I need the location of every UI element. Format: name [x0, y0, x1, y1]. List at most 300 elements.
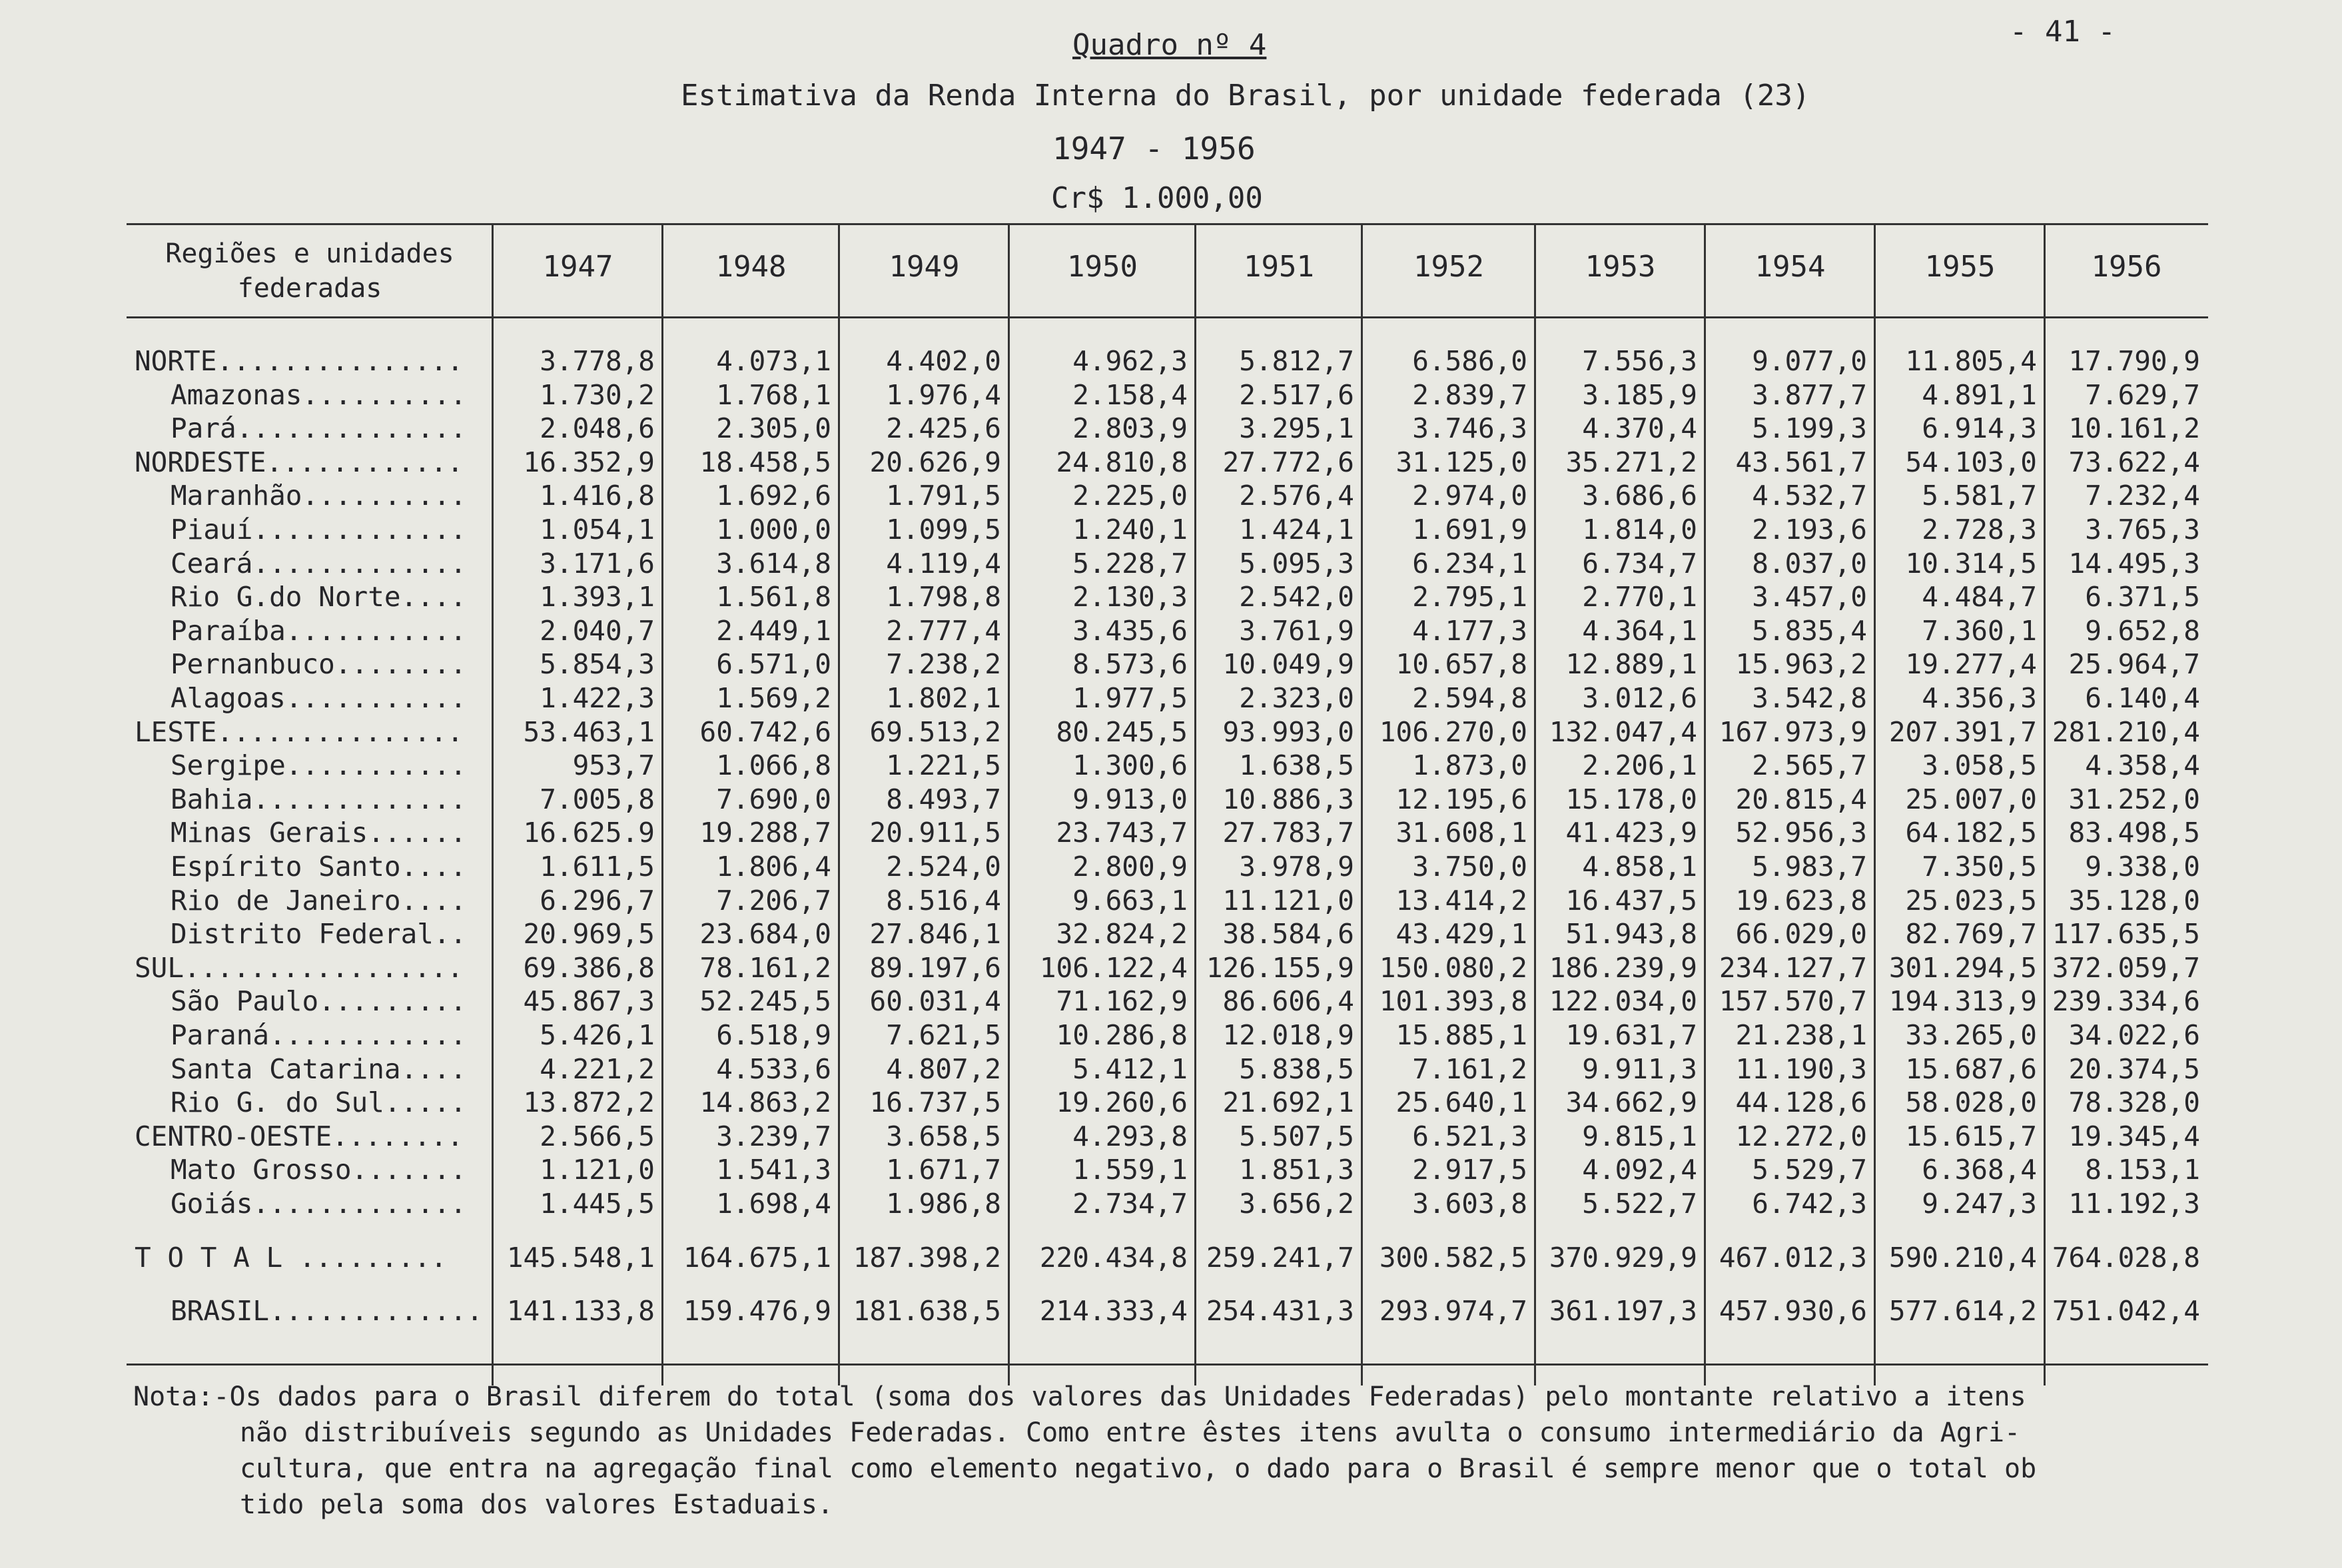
- cell-value: 7.556,3: [1582, 345, 1697, 377]
- cell-value: 6.518,9: [716, 1019, 831, 1051]
- cell-value: 2.225,0: [1072, 480, 1188, 512]
- table-row: [127, 716, 2208, 749]
- cell-value: 6.234,1: [1412, 547, 1527, 580]
- year-header-1953: 1953: [1585, 250, 1656, 284]
- cell-value: 5.812,7: [1239, 345, 1354, 377]
- cell-value: 15.885,1: [1395, 1019, 1527, 1051]
- cell-value: 164.675,1: [683, 1241, 831, 1274]
- cell-value: 4.119,4: [886, 547, 1001, 580]
- cell-value: 38.584,6: [1222, 918, 1354, 951]
- table-row: [127, 548, 2208, 581]
- table-row: [127, 885, 2208, 918]
- year-header-1954: 1954: [1755, 250, 1826, 284]
- cell-value: 15.963,2: [1735, 648, 1867, 681]
- cell-value: 9.911,3: [1582, 1052, 1697, 1085]
- cell-value: 52.245,5: [699, 985, 831, 1018]
- table-row: [127, 985, 2208, 1018]
- cell-value: 1.416,8: [540, 480, 655, 512]
- cell-value: 5.522,7: [1582, 1188, 1697, 1220]
- cell-value: 4.807,2: [886, 1052, 1001, 1085]
- cell-value: 25.007,0: [1905, 783, 2037, 815]
- cell-value: 2.800,9: [1072, 851, 1188, 883]
- cell-value: 2.594,8: [1412, 682, 1527, 714]
- cell-value: 1.692,6: [716, 480, 831, 512]
- cell-value: 69.513,2: [869, 715, 1001, 748]
- cell-value: 117.635,5: [2052, 918, 2200, 951]
- cell-value: 2.524,0: [886, 851, 1001, 883]
- cell-value: 83.498,5: [2068, 817, 2200, 849]
- cell-value: 10.314,5: [1905, 547, 2037, 580]
- cell-value: 3.765,3: [2085, 514, 2200, 546]
- cell-value: 1.977,5: [1072, 682, 1188, 714]
- cell-value: 32.824,2: [1056, 918, 1188, 951]
- cell-value: 1.541,3: [716, 1154, 831, 1186]
- cell-value: 19.623,8: [1735, 884, 1867, 917]
- cell-value: 21.238,1: [1735, 1019, 1867, 1051]
- cell-value: 45.867,3: [523, 985, 655, 1018]
- cell-value: 4.402,0: [886, 345, 1001, 377]
- cell-value: 1.976,4: [886, 378, 1001, 411]
- cell-value: 16.737,5: [869, 1086, 1001, 1119]
- cell-value: 4.364,1: [1582, 614, 1697, 647]
- cell-value: 20.911,5: [869, 817, 1001, 849]
- cell-value: 14.495,3: [2068, 547, 2200, 580]
- cell-value: 6.368,4: [1922, 1154, 2037, 1186]
- cell-value: 15.178,0: [1565, 783, 1697, 815]
- cell-value: 3.058,5: [1922, 749, 2037, 782]
- cell-value: 1.445,5: [540, 1188, 655, 1220]
- cell-value: 2.040,7: [540, 614, 655, 647]
- cell-value: 2.130,3: [1072, 581, 1188, 613]
- table-row: [127, 615, 2208, 648]
- cell-value: 19.260,6: [1056, 1086, 1188, 1119]
- cell-value: 9.663,1: [1072, 884, 1188, 917]
- cell-value: 12.272,0: [1735, 1120, 1867, 1152]
- cell-value: 4.858,1: [1582, 851, 1697, 883]
- cell-value: 10.161,2: [2068, 412, 2200, 445]
- cell-value: 159.476,9: [683, 1295, 831, 1328]
- cell-value: 43.429,1: [1395, 918, 1527, 951]
- cell-value: 2.158,4: [1072, 378, 1188, 411]
- cell-value: 10.657,8: [1395, 648, 1527, 681]
- row-label: Minas Gerais......: [171, 817, 467, 849]
- cell-value: 60.742,6: [699, 715, 831, 748]
- cell-value: 5.199,3: [1752, 412, 1867, 445]
- cell-value: 33.265,0: [1905, 1019, 2037, 1051]
- cell-value: 1.300,6: [1072, 749, 1188, 782]
- table-row: [127, 783, 2208, 817]
- cell-value: 2.974,0: [1412, 480, 1527, 512]
- row-label: Goiás.............: [171, 1188, 467, 1220]
- cell-value: 3.542,8: [1752, 682, 1867, 714]
- cell-value: 5.838,5: [1239, 1052, 1354, 1085]
- cell-value: 18.458,5: [699, 446, 831, 478]
- cell-value: 27.772,6: [1222, 446, 1354, 478]
- cell-value: 60.031,4: [869, 985, 1001, 1018]
- row-label: Rio G.do Norte....: [171, 581, 467, 613]
- row-label: Espírito Santo....: [171, 851, 467, 883]
- cell-value: 15.687,6: [1905, 1052, 2037, 1085]
- cell-value: 2.305,0: [716, 412, 831, 445]
- cell-value: 20.969,5: [523, 918, 655, 951]
- income-table: [127, 223, 2208, 1385]
- cell-value: 1.561,8: [716, 581, 831, 613]
- table-row: [127, 581, 2208, 614]
- cell-value: 4.073,1: [716, 345, 831, 377]
- cell-value: 2.565,7: [1752, 749, 1867, 782]
- cell-value: 44.128,6: [1735, 1086, 1867, 1119]
- cell-value: 3.435,6: [1072, 614, 1188, 647]
- cell-value: 71.162,9: [1056, 985, 1188, 1018]
- cell-value: 3.185,9: [1582, 378, 1697, 411]
- cell-value: 21.692,1: [1222, 1086, 1354, 1119]
- cell-value: 186.239,9: [1549, 951, 1697, 984]
- cell-value: 214.333,4: [1039, 1295, 1188, 1328]
- row-label: NORTE...............: [135, 345, 464, 377]
- row-label: T O T A L .........: [135, 1241, 447, 1274]
- cell-value: 7.238,2: [886, 648, 1001, 681]
- cell-value: 2.734,7: [1072, 1188, 1188, 1220]
- row-label: Bahia.............: [171, 783, 467, 815]
- cell-value: 51.943,8: [1565, 918, 1697, 951]
- cell-value: 2.728,3: [1922, 514, 2037, 546]
- table-row: [127, 918, 2208, 951]
- cell-value: 6.296,7: [540, 884, 655, 917]
- cell-value: 23.684,0: [699, 918, 831, 951]
- table-row: [127, 379, 2208, 412]
- cell-value: 4.356,3: [1922, 682, 2037, 714]
- cell-value: 5.095,3: [1239, 547, 1354, 580]
- cell-value: 1.054,1: [540, 514, 655, 546]
- row-label: Rio de Janeiro....: [171, 884, 467, 917]
- cell-value: 4.533,6: [716, 1052, 831, 1085]
- row-label: Mato Grosso.......: [171, 1154, 467, 1186]
- cell-value: 3.750,0: [1412, 851, 1527, 883]
- cell-value: 11.192,3: [2068, 1188, 2200, 1220]
- table-number: Quadro nº 4: [1072, 28, 1267, 62]
- cell-value: 126.155,9: [1206, 951, 1354, 984]
- cell-value: 194.313,9: [1888, 985, 2037, 1018]
- row-label: Piauí.............: [171, 514, 467, 546]
- cell-value: 41.423,9: [1565, 817, 1697, 849]
- cell-value: 1.814,0: [1582, 514, 1697, 546]
- row-label: BRASIL.............: [171, 1295, 483, 1328]
- cell-value: 150.080,2: [1379, 951, 1527, 984]
- cell-value: 20.626,9: [869, 446, 1001, 478]
- row-label: Pará..............: [171, 412, 467, 445]
- cell-value: 1.873,0: [1412, 749, 1527, 782]
- cell-value: 1.698,4: [716, 1188, 831, 1220]
- cell-value: 301.294,5: [1888, 951, 2037, 984]
- cell-value: 3.656,2: [1239, 1188, 1354, 1220]
- row-label: Santa Catarina....: [171, 1052, 467, 1085]
- cell-value: 2.425,6: [886, 412, 1001, 445]
- cell-value: 361.197,3: [1549, 1295, 1697, 1328]
- regions-column-header: [127, 236, 493, 306]
- cell-value: 3.686,6: [1582, 480, 1697, 512]
- cell-value: 86.606,4: [1222, 985, 1354, 1018]
- cell-value: 1.424,1: [1239, 514, 1354, 546]
- cell-value: 25.640,1: [1395, 1086, 1527, 1119]
- cell-value: 11.121,0: [1222, 884, 1354, 917]
- row-label: Alagoas...........: [171, 682, 467, 714]
- cell-value: 7.629,7: [2085, 378, 2200, 411]
- cell-value: 1.986,8: [886, 1188, 1001, 1220]
- row-label: SUL.................: [135, 951, 464, 984]
- cell-value: 1.559,1: [1072, 1154, 1188, 1186]
- cell-value: 590.210,4: [1888, 1241, 2037, 1274]
- cell-value: 1.802,1: [886, 682, 1001, 714]
- cell-value: 145.548,1: [506, 1241, 655, 1274]
- cell-value: 52.956,3: [1735, 817, 1867, 849]
- table-unit: Cr$ 1.000,00: [1051, 181, 1263, 215]
- year-header-1956: 1956: [2091, 250, 2162, 284]
- cell-value: 141.133,8: [506, 1295, 655, 1328]
- cell-value: 106.122,4: [1039, 951, 1188, 984]
- year-header-1947: 1947: [542, 250, 613, 284]
- cell-value: 5.507,5: [1239, 1120, 1354, 1152]
- year-header-1949: 1949: [889, 250, 960, 284]
- cell-value: 220.434,8: [1039, 1241, 1188, 1274]
- regions-header-line1: Regiões e unidades: [165, 238, 454, 269]
- table-top-rule: [127, 223, 2208, 225]
- cell-value: 10.049,9: [1222, 648, 1354, 681]
- cell-value: 19.345,4: [2068, 1120, 2200, 1152]
- cell-value: 2.839,7: [1412, 378, 1527, 411]
- cell-value: 4.962,3: [1072, 345, 1188, 377]
- cell-value: 157.570,7: [1719, 985, 1867, 1018]
- cell-value: 13.414,2: [1395, 884, 1527, 917]
- footnote-line: não distribuíveis segundo as Unidades Federadas. Como entre êstes itens avulta o consumo intermediário da Agri-: [240, 1417, 2021, 1448]
- cell-value: 2.542,0: [1239, 581, 1354, 613]
- table-row: [127, 749, 2208, 783]
- cell-value: 35.271,2: [1565, 446, 1697, 478]
- cell-value: 25.964,7: [2068, 648, 2200, 681]
- row-label: Rio G. do Sul.....: [171, 1086, 467, 1119]
- cell-value: 4.484,7: [1922, 581, 2037, 613]
- cell-value: 2.803,9: [1072, 412, 1188, 445]
- cell-value: 1.638,5: [1239, 749, 1354, 782]
- cell-value: 31.252,0: [2068, 783, 2200, 815]
- cell-value: 254.431,3: [1206, 1295, 1354, 1328]
- cell-value: 2.323,0: [1239, 682, 1354, 714]
- cell-value: 1.066,8: [716, 749, 831, 782]
- cell-value: 2.770,1: [1582, 581, 1697, 613]
- table-period: 1947 - 1956: [1052, 131, 1256, 167]
- cell-value: 234.127,7: [1719, 951, 1867, 984]
- page-number: - 41 -: [2010, 15, 2116, 49]
- cell-value: 1.240,1: [1072, 514, 1188, 546]
- row-label: Amazonas..........: [171, 378, 467, 411]
- cell-value: 101.393,8: [1379, 985, 1527, 1018]
- cell-value: 2.449,1: [716, 614, 831, 647]
- cell-value: 27.783,7: [1222, 817, 1354, 849]
- cell-value: 6.734,7: [1582, 547, 1697, 580]
- cell-value: 15.615,7: [1905, 1120, 2037, 1152]
- cell-value: 66.029,0: [1735, 918, 1867, 951]
- table-row: [127, 817, 2208, 850]
- cell-value: 6.914,3: [1922, 412, 2037, 445]
- row-label: Ceará.............: [171, 547, 467, 580]
- cell-value: 19.631,7: [1565, 1019, 1697, 1051]
- cell-value: 35.128,0: [2068, 884, 2200, 917]
- cell-value: 167.973,9: [1719, 715, 1867, 748]
- cell-value: 4.221,2: [540, 1052, 655, 1085]
- cell-value: 31.608,1: [1395, 817, 1527, 849]
- cell-value: 3.295,1: [1239, 412, 1354, 445]
- cell-value: 7.232,4: [2085, 480, 2200, 512]
- cell-value: 1.000,0: [716, 514, 831, 546]
- cell-value: 1.851,3: [1239, 1154, 1354, 1186]
- cell-value: 25.023,5: [1905, 884, 2037, 917]
- cell-value: 2.048,6: [540, 412, 655, 445]
- cell-value: 1.730,2: [540, 378, 655, 411]
- header-bottom-rule: [127, 316, 2208, 318]
- cell-value: 89.197,6: [869, 951, 1001, 984]
- cell-value: 6.140,4: [2085, 682, 2200, 714]
- regions-header-line2: federadas: [237, 273, 382, 304]
- row-label: Paraíba...........: [171, 614, 467, 647]
- cell-value: 372.059,7: [2052, 951, 2200, 984]
- cell-value: 2.777,4: [886, 614, 1001, 647]
- cell-value: 3.239,7: [716, 1120, 831, 1152]
- cell-value: 4.370,4: [1582, 412, 1697, 445]
- cell-value: 3.614,8: [716, 547, 831, 580]
- cell-value: 106.270,0: [1379, 715, 1527, 748]
- cell-value: 12.195,6: [1395, 783, 1527, 815]
- cell-value: 1.691,9: [1412, 514, 1527, 546]
- cell-value: 1.569,2: [716, 682, 831, 714]
- cell-value: 5.529,7: [1752, 1154, 1867, 1186]
- cell-value: 16.352,9: [523, 446, 655, 478]
- cell-value: 58.028,0: [1905, 1086, 2037, 1119]
- cell-value: 8.493,7: [886, 783, 1001, 815]
- row-label: NORDESTE............: [135, 446, 464, 478]
- cell-value: 1.422,3: [540, 682, 655, 714]
- cell-value: 4.092,4: [1582, 1154, 1697, 1186]
- cell-value: 4.532,7: [1752, 480, 1867, 512]
- cell-value: 8.573,6: [1072, 648, 1188, 681]
- cell-value: 2.193,6: [1752, 514, 1867, 546]
- cell-value: 4.293,8: [1072, 1120, 1188, 1152]
- cell-value: 34.662,9: [1565, 1086, 1697, 1119]
- table-row: [127, 480, 2208, 513]
- cell-value: 3.012,6: [1582, 682, 1697, 714]
- cell-value: 10.886,3: [1222, 783, 1354, 815]
- cell-value: 181.638,5: [853, 1295, 1001, 1328]
- footnote-line: cultura, que entra na agregação final como elemento negativo, o dado para o Brasil é sempre menor que o total ob: [240, 1453, 2037, 1484]
- year-header-1950: 1950: [1067, 250, 1138, 284]
- cell-value: 300.582,5: [1379, 1241, 1527, 1274]
- cell-value: 20.815,4: [1735, 783, 1867, 815]
- year-header-1955: 1955: [1924, 250, 1996, 284]
- footnote-line: tido pela soma dos valores Estaduais.: [240, 1489, 834, 1520]
- cell-value: 281.210,4: [2052, 715, 2200, 748]
- footnote: [133, 1379, 2198, 1523]
- cell-value: 187.398,2: [853, 1241, 1001, 1274]
- table-bottom-rule: [127, 1364, 2208, 1366]
- cell-value: 53.463,1: [523, 715, 655, 748]
- cell-value: 20.374,5: [2068, 1052, 2200, 1085]
- footnote-line: Nota:-Os dados para o Brasil diferem do total (soma dos valores das Unidades Federadas) pelo montante relativo a itens: [133, 1381, 2026, 1412]
- cell-value: 2.795,1: [1412, 581, 1527, 613]
- cell-value: 2.206,1: [1582, 749, 1697, 782]
- table-row: [127, 1188, 2208, 1221]
- cell-value: 34.022,6: [2068, 1019, 2200, 1051]
- cell-value: 7.005,8: [540, 783, 655, 815]
- cell-value: 7.360,1: [1922, 614, 2037, 647]
- cell-value: 132.047,4: [1549, 715, 1697, 748]
- cell-value: 19.288,7: [699, 817, 831, 849]
- cell-value: 467.012,3: [1719, 1241, 1867, 1274]
- cell-value: 4.891,1: [1922, 378, 2037, 411]
- cell-value: 577.614,2: [1888, 1295, 2037, 1328]
- table-row: [127, 1019, 2208, 1052]
- table-row: [127, 1120, 2208, 1154]
- cell-value: 2.517,6: [1239, 378, 1354, 411]
- cell-value: 54.103,0: [1905, 446, 2037, 478]
- cell-value: 6.742,3: [1752, 1188, 1867, 1220]
- year-header-1952: 1952: [1413, 250, 1484, 284]
- cell-value: 73.622,4: [2068, 446, 2200, 478]
- table-row: [127, 648, 2208, 681]
- cell-value: 4.358,4: [2085, 749, 2200, 782]
- table-row: [127, 851, 2208, 884]
- cell-value: 64.182,5: [1905, 817, 2037, 849]
- cell-value: 1.221,5: [886, 749, 1001, 782]
- table-title: Estimativa da Renda Interna do Brasil, por unidade federada (23): [681, 79, 1810, 113]
- table-row: [127, 1053, 2208, 1086]
- cell-value: 14.863,2: [699, 1086, 831, 1119]
- cell-value: 3.778,8: [540, 345, 655, 377]
- cell-value: 23.743,7: [1056, 817, 1188, 849]
- cell-value: 27.846,1: [869, 918, 1001, 951]
- cell-value: 2.566,5: [540, 1120, 655, 1152]
- cell-value: 7.161,2: [1412, 1052, 1527, 1085]
- cell-value: 9.077,0: [1752, 345, 1867, 377]
- cell-value: 7.690,0: [716, 783, 831, 815]
- cell-value: 12.889,1: [1565, 648, 1697, 681]
- cell-value: 5.581,7: [1922, 480, 2037, 512]
- cell-value: 78.161,2: [699, 951, 831, 984]
- cell-value: 2.576,4: [1239, 480, 1354, 512]
- cell-value: 3.877,7: [1752, 378, 1867, 411]
- cell-value: 3.746,3: [1412, 412, 1527, 445]
- table-row: [127, 1295, 2208, 1328]
- cell-value: 6.586,0: [1412, 345, 1527, 377]
- cell-value: 751.042,4: [2052, 1295, 2200, 1328]
- cell-value: 16.625.9: [523, 817, 655, 849]
- cell-value: 9.652,8: [2085, 614, 2200, 647]
- table-row: [127, 1242, 2208, 1275]
- cell-value: 11.805,4: [1905, 345, 2037, 377]
- cell-value: 78.328,0: [2068, 1086, 2200, 1119]
- cell-value: 5.426,1: [540, 1019, 655, 1051]
- cell-value: 1.791,5: [886, 480, 1001, 512]
- cell-value: 5.983,7: [1752, 851, 1867, 883]
- cell-value: 9.913,0: [1072, 783, 1188, 815]
- cell-value: 122.034,0: [1549, 985, 1697, 1018]
- cell-value: 457.930,6: [1719, 1295, 1867, 1328]
- cell-value: 13.872,2: [523, 1086, 655, 1119]
- cell-value: 7.350,5: [1922, 851, 2037, 883]
- cell-value: 4.177,3: [1412, 614, 1527, 647]
- cell-value: 17.790,9: [2068, 345, 2200, 377]
- cell-value: 293.974,7: [1379, 1295, 1527, 1328]
- cell-value: 1.099,5: [886, 514, 1001, 546]
- table-row: [127, 1154, 2208, 1187]
- year-header-1951: 1951: [1244, 250, 1314, 284]
